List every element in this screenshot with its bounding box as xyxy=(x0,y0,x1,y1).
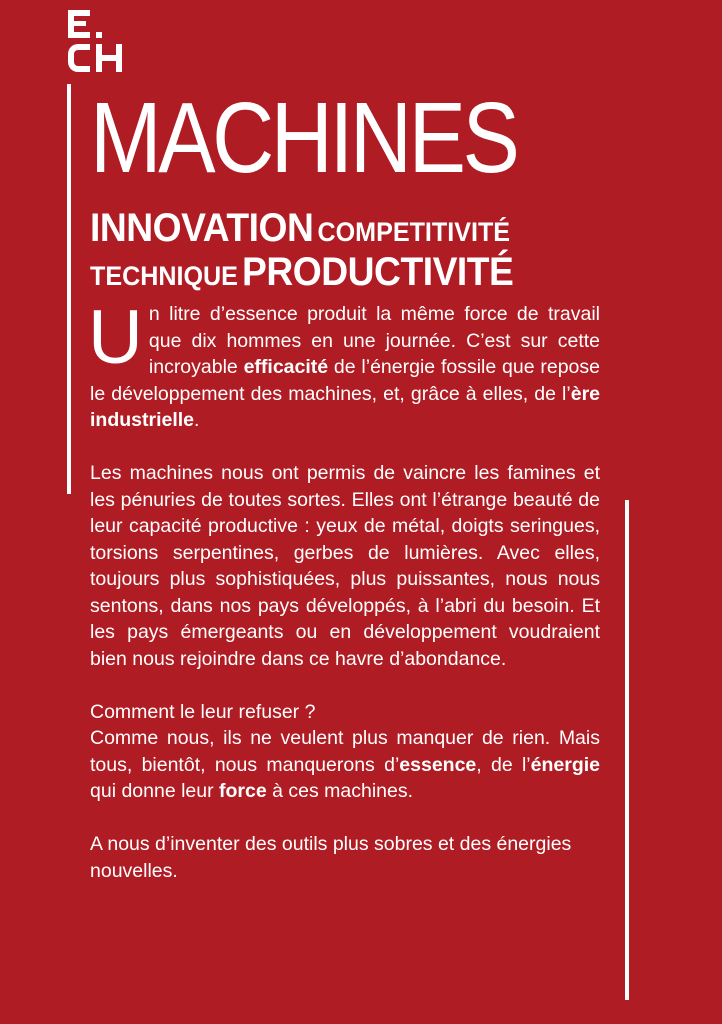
subtitle-technique: TECHNIQUE xyxy=(90,261,238,291)
p1-bold-efficacite: efficacité xyxy=(243,356,329,378)
p3-text-b: , de l’ xyxy=(476,753,531,776)
right-vertical-rule xyxy=(625,500,629,1000)
p3-question: Comment le leur refuser ? xyxy=(90,700,316,723)
p1-text-a: n litre d’essence produit la même force de travail que dix hommes en une journée. C’est sur cette incroyable xyxy=(148,303,600,378)
p3-text-a: Comme nous, ils ne veulent plus manquer de rien. Mais tous, bientôt, nous manquerons d’ xyxy=(90,727,600,776)
paragraph-1 xyxy=(88,295,600,434)
subtitle-competitivite: COMPETITIVITÉ xyxy=(317,217,511,247)
p3-text-c: qui donne leur xyxy=(90,780,220,802)
paragraph-4: A nous d’inventer des outils plus sobres et des énergies nouvelles. xyxy=(90,833,572,882)
subtitle-line-2 xyxy=(90,250,513,295)
p3-text-d: à ces machines. xyxy=(266,780,414,802)
paragraph-3 xyxy=(90,699,600,805)
subtitle-productivite: PRODUCTIVITÉ xyxy=(242,250,514,294)
subtitle-innovation: INNOVATION xyxy=(90,206,314,250)
subtitle-line-1 xyxy=(90,206,510,251)
paragraph-2: Les machines nous ont permis de vaincre les famines et les pénuries de toutes sortes. Elles ont l’étrange beauté de leur capacité productive : yeux de métal, doigts seringues, torsions serpentines, gerbes de lumières. Avec elles, toujours plus sophistiquées, plus puissantes, nous nous sentons, dans nos pays développés, à l’abri du besoin. Et les pays émergeants ou en développement voudraient bien nous rejoindre dans ce havre d’abondance. xyxy=(90,462,600,670)
p1-bold-ere-industrielle: ère industrielle xyxy=(90,382,600,431)
body-text xyxy=(88,295,600,911)
page-title: MACHINES xyxy=(90,82,517,194)
p3-bold-essence: essence xyxy=(399,753,477,776)
p1-text-b: de l’énergie fossile que repose le développement des machines, et, grâce à elles, de l’ xyxy=(90,356,600,405)
p3-bold-energie: énergie xyxy=(530,753,600,776)
drop-cap: U xyxy=(88,295,143,380)
left-vertical-rule xyxy=(67,84,71,494)
p1-text-c: . xyxy=(194,409,200,431)
eh-logo xyxy=(66,8,126,74)
p3-bold-force: force xyxy=(219,780,267,802)
